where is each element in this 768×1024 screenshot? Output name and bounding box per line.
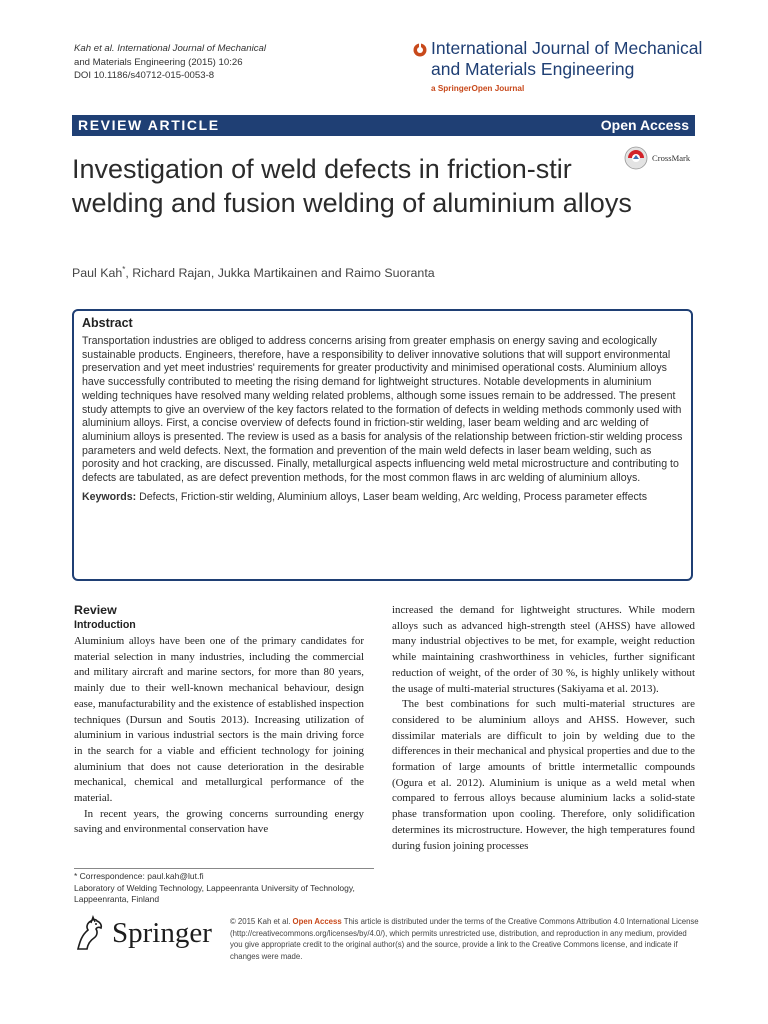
- citation-line-2: and Materials Engineering (2015) 10:26: [74, 56, 243, 68]
- license-open-access: Open Access: [292, 917, 342, 926]
- body-paragraph: Aluminium alloys have been one of the primary candidates for material selection in many industries, including the commercial and military aircraft and marine sectors, for more than 80 years, mainly due to their well-known mechanical behaviour, design ease, manufacturability and the existence of established inspection techniques (Dursun and Soutis 2013). Increasing utilization of aluminium in various industrial sectors is the main driving force in the search for a viable and efficient technology for joining aluminium that does not cause deterioration in the desirable mechanical, chemical and metallurgical performance of the material.: [74, 635, 364, 805]
- citation-doi[interactable]: DOI 10.1186/s40712-015-0053-8: [74, 70, 215, 81]
- crossmark-badge[interactable]: [624, 146, 714, 172]
- body-paragraph: In recent years, the growing concerns surrounding energy saving and environmental conservation have: [74, 807, 364, 836]
- author-list: [72, 265, 435, 280]
- journal-name: [431, 38, 731, 80]
- corresponding-mark: *: [122, 265, 126, 274]
- springer-wordmark: Springer: [112, 917, 212, 949]
- journal-subtitle: a SpringerOpen Journal: [431, 84, 525, 93]
- body-column-left: [74, 602, 364, 838]
- body-paragraph: increased the demand for lightweight structures. While modern alloys such as advanced high-strength steel (AHSS) have allowed many industrial objectives to be met, for example, weight reduction while maintaining crashworthiness in vehicles, further significant reduction of weight, of the order of 30 %, is highly unlikely without the usage of multi-material structures (Sakiyama et al. 2013).: [392, 604, 695, 695]
- body-paragraph: The best combinations for such multi-material structures are considered to be aluminium alloys and AHSS. However, such dissimilar materials are difficult to join by welding due to the differences in their mechanical and physical properties and due to the formation of large amounts of brittle intermetallic compounds (Ogura et al. 2012). Aluminium is unique as a weld metal when compared to ferrous alloys because aluminium lacks a solid-state phase transformation upon cooling. Therefore, only solidification determines its microstructure. However, the high temperatures found during fusion joining processes: [392, 698, 695, 852]
- citation-line-1: Kah et al. International Journal of Mechanical: [74, 43, 266, 54]
- article-title: Investigation of weld defects in friction-stir welding and fusion welding of aluminium alloys: [72, 154, 632, 218]
- article-type-banner: [72, 115, 695, 136]
- affiliation: Laboratory of Welding Technology, Lappeenranta University of Technology, Lappeenranta, Finland: [74, 882, 355, 904]
- citation-block: [74, 42, 266, 83]
- other-authors: , Richard Rajan, Jukka Martikainen and Raimo Suoranta: [125, 266, 435, 281]
- keywords: [82, 491, 683, 505]
- keywords-list: Defects, Friction-stir welding, Aluminium alloys, Laser beam welding, Arc welding, Process parameter effects: [139, 490, 648, 503]
- open-access-label: Open Access: [600, 117, 689, 133]
- section-heading: Review: [74, 603, 117, 617]
- corresponding-author[interactable]: Paul Kah: [72, 266, 123, 281]
- license-text: This article is distributed under the terms of the Creative Commons Attribution 4.0 International License (http://creativecommons.org/licenses/by/4.0/), which permits unrestricted use, distribution, and reproduction in any medium, provided you give appropriate credit to the original author(s) and the source, provide a link to the Creative Commons license, and indicate if changes were made.: [230, 917, 699, 961]
- footnote: [74, 868, 374, 906]
- abstract-box: [72, 309, 693, 581]
- correspondence: * Correspondence: paul.kah@lut.fi: [74, 871, 204, 881]
- crossmark-label: CrossMark: [652, 153, 691, 163]
- subsection-heading: Introduction: [74, 619, 136, 631]
- license-statement: [230, 916, 700, 962]
- journal-name-line-1: International Journal of Mechanical: [431, 38, 703, 58]
- springer-horse-icon: [72, 915, 108, 953]
- publisher-logo: [72, 915, 222, 955]
- crossmark-icon: [624, 146, 648, 170]
- body-column-right: [392, 603, 695, 854]
- springeropen-logo-icon: [413, 43, 427, 57]
- journal-name-line-2: and Materials Engineering: [431, 59, 635, 79]
- article-type: REVIEW ARTICLE: [78, 117, 220, 133]
- keywords-label: Keywords:: [82, 490, 137, 503]
- abstract-heading: Abstract: [82, 316, 133, 330]
- copyright: © 2015 Kah et al.: [230, 917, 291, 926]
- abstract-text: Transportation industries are obliged to address concerns arising from greater emphasis on energy saving and ecologically sustainable products. Engineers, therefore, have a responsibility to deliver innovative solutions that will support environmental preservation and yet meet industries' requirements for greater productivity and minimised operational costs. Aluminium alloys have successfully contributed to meeting the rising demand for lightweight structures. Notable developments in aluminium welding techniques have resolved many welding related problems, although some issues remain to be addressed. The present study attempts to give an overview of the key factors related to the formation of defects in welding methods commonly used with aluminium alloys. First, a concise overview of defects found in friction-stir welding, laser beam welding and arc welding of aluminium alloys is presented. The review is used as a basis for analysis of the relationship between friction-stir welding process parameters and weld defects. Next, the formation and prevention of the main weld defects in laser beam welding, such as porosity and hot cracking, are discussed. Finally, metallurgical aspects influencing weld metal microstructure and contributing to defects are tabulated, as are defect prevention methods, for the most common flaws in arc welding of aluminium alloys.: [82, 335, 683, 485]
